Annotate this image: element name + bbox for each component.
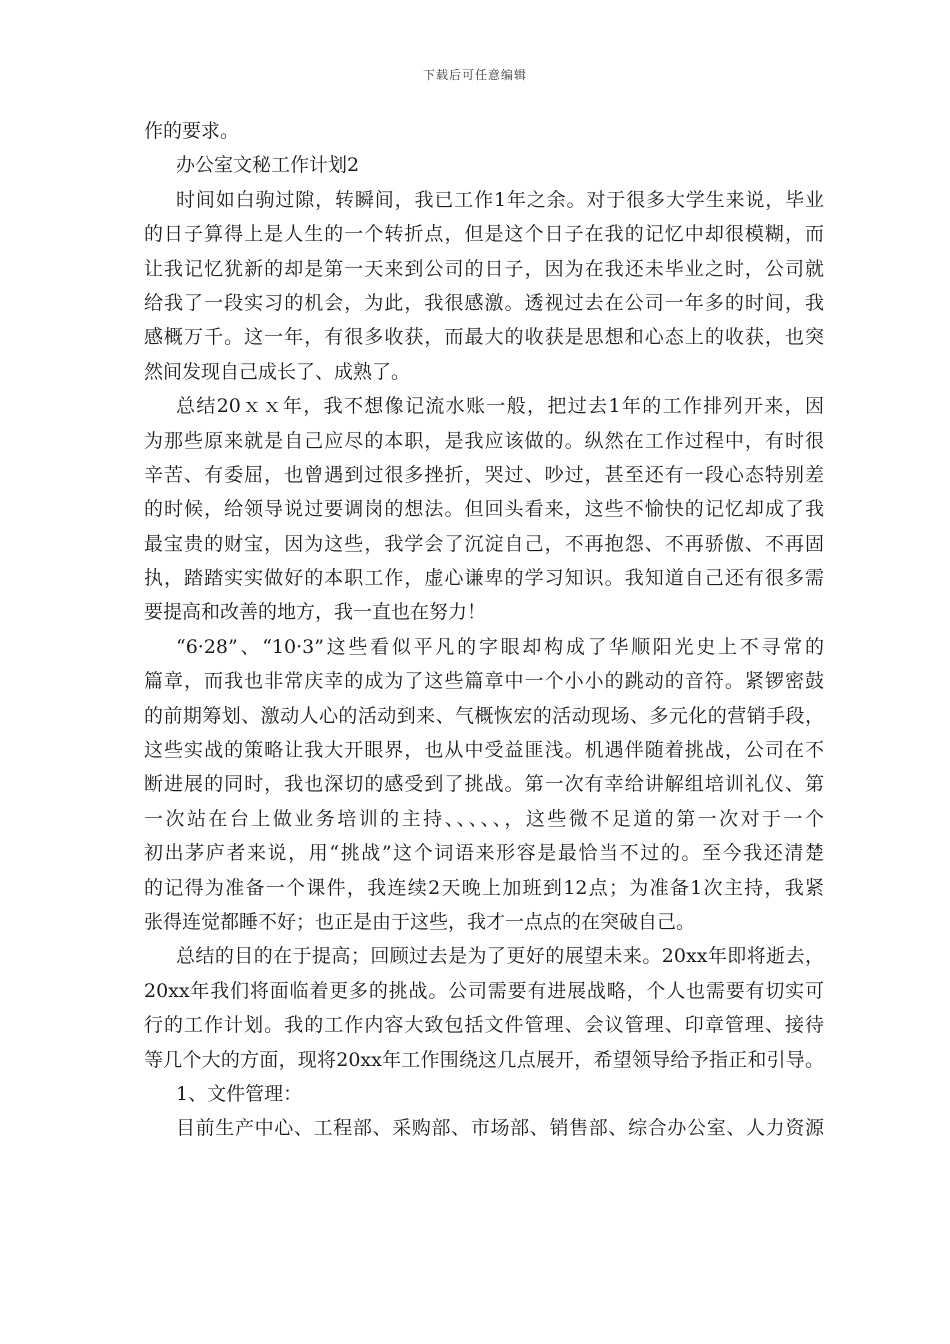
text-line: 作的要求。 — [144, 120, 240, 142]
text-line: 时间如白驹过隙，转瞬间，我已工作1年之余。对于很多大学生来说，毕业 — [176, 188, 824, 211]
text-line: 张得连觉都睡不好；也正是由于这些，我才一点点的在突破自己。 — [144, 910, 696, 933]
text-line: 的前期筹划、激动人心的活动到来、气概恢宏的活动现场、多元化的营销手段， — [144, 704, 824, 727]
text-line: 给我了一段实习的机会，为此，我很感激。透视过去在公司一年多的时间，我 — [144, 291, 824, 314]
text-line: 篇章，而我也非常庆幸的成为了这些篇章中一个小小的跳动的音符。紧锣密鼓 — [144, 670, 824, 693]
text-line: 要提高和改善的地方，我一直也在努力！ — [144, 601, 487, 624]
text-line: 的日子算得上是人生的一个转折点，但是这个日子在我的记忆中却很模糊，而 — [144, 223, 824, 246]
text-line: 的记得为准备一个课件，我连续2天晚上加班到12点；为准备1次主持，我紧 — [144, 876, 824, 899]
text-line: 的时候，给领导说过要调岗的想法。但回头看来，这些不愉快的记忆却成了我 — [144, 498, 824, 521]
page-header: 下载后可任意编辑 — [422, 68, 527, 82]
text-line: 一次站在台上做业务培训的主持、、、、、，这些微不足道的第一次对于一个 — [144, 807, 824, 830]
text-line: 总结20ｘｘ年，我不想像记流水账一般，把过去1年的工作排列开来，因 — [176, 395, 824, 418]
text-line: 感概万千。这一年，有很多收获，而最大的收获是思想和心态上的收获，也突 — [144, 326, 824, 349]
text-line: 这些实战的策略让我大开眼界，也从中受益匪浅。机遇伴随着挑战，公司在不 — [144, 739, 824, 762]
text-line: 等几个大的方面，现将20xx年工作围绕这几点展开，希望领导给予指正和引导。 — [144, 1048, 824, 1071]
text-line: 总结的目的在于提高；回顾过去是为了更好的展望未来。20xx年即将逝去， — [176, 945, 824, 968]
text-line: 执，踏踏实实做好的本职工作，虚心谦卑的学习知识。我知道自己还有很多需 — [144, 567, 824, 590]
text-line: 行的工作计划。我的工作内容大致包括文件管理、会议管理、印章管理、接待 — [144, 1014, 824, 1037]
text-line: 辛苦、有委屈，也曾遇到过很多挫折，哭过、吵过，甚至还有一段心态特别差 — [144, 463, 824, 486]
text-line: “6·28”、“10·3”这些看似平凡的字眼却构成了华顺阳光史上不寻常的 — [176, 635, 824, 658]
document-body — [144, 114, 824, 1146]
text-line: 办公室文秘工作计划2 — [176, 154, 360, 177]
text-line: 目前生产中心、工程部、采购部、市场部、销售部、综合办公室、人力资源 — [176, 1117, 824, 1140]
text-line: 断进展的同时，我也深切的感受到了挑战。第一次有幸给讲解组培训礼仪、第 — [144, 773, 824, 796]
text-line: 最宝贵的财宝，因为这些，我学会了沉淀自己，不再抱怨、不再骄傲、不再固 — [144, 532, 824, 555]
text-line: 然间发现自己成长了、成熟了。 — [144, 360, 411, 383]
text-line: 20xx年我们将面临着更多的挑战。公司需要有进展战略，个人也需要有切实可 — [144, 979, 824, 1002]
text-line: 让我记忆犹新的却是第一天来到公司的日子，因为在我还未毕业之时，公司就 — [144, 257, 824, 280]
text-line: 1、文件管理： — [176, 1082, 303, 1105]
text-line: 初出茅庐者来说，用“挑战”这个词语来形容是最恰当不过的。至今我还清楚 — [144, 842, 824, 865]
text-line: 为那些原来就是自己应尽的本职，是我应该做的。纵然在工作过程中，有时很 — [144, 429, 824, 452]
